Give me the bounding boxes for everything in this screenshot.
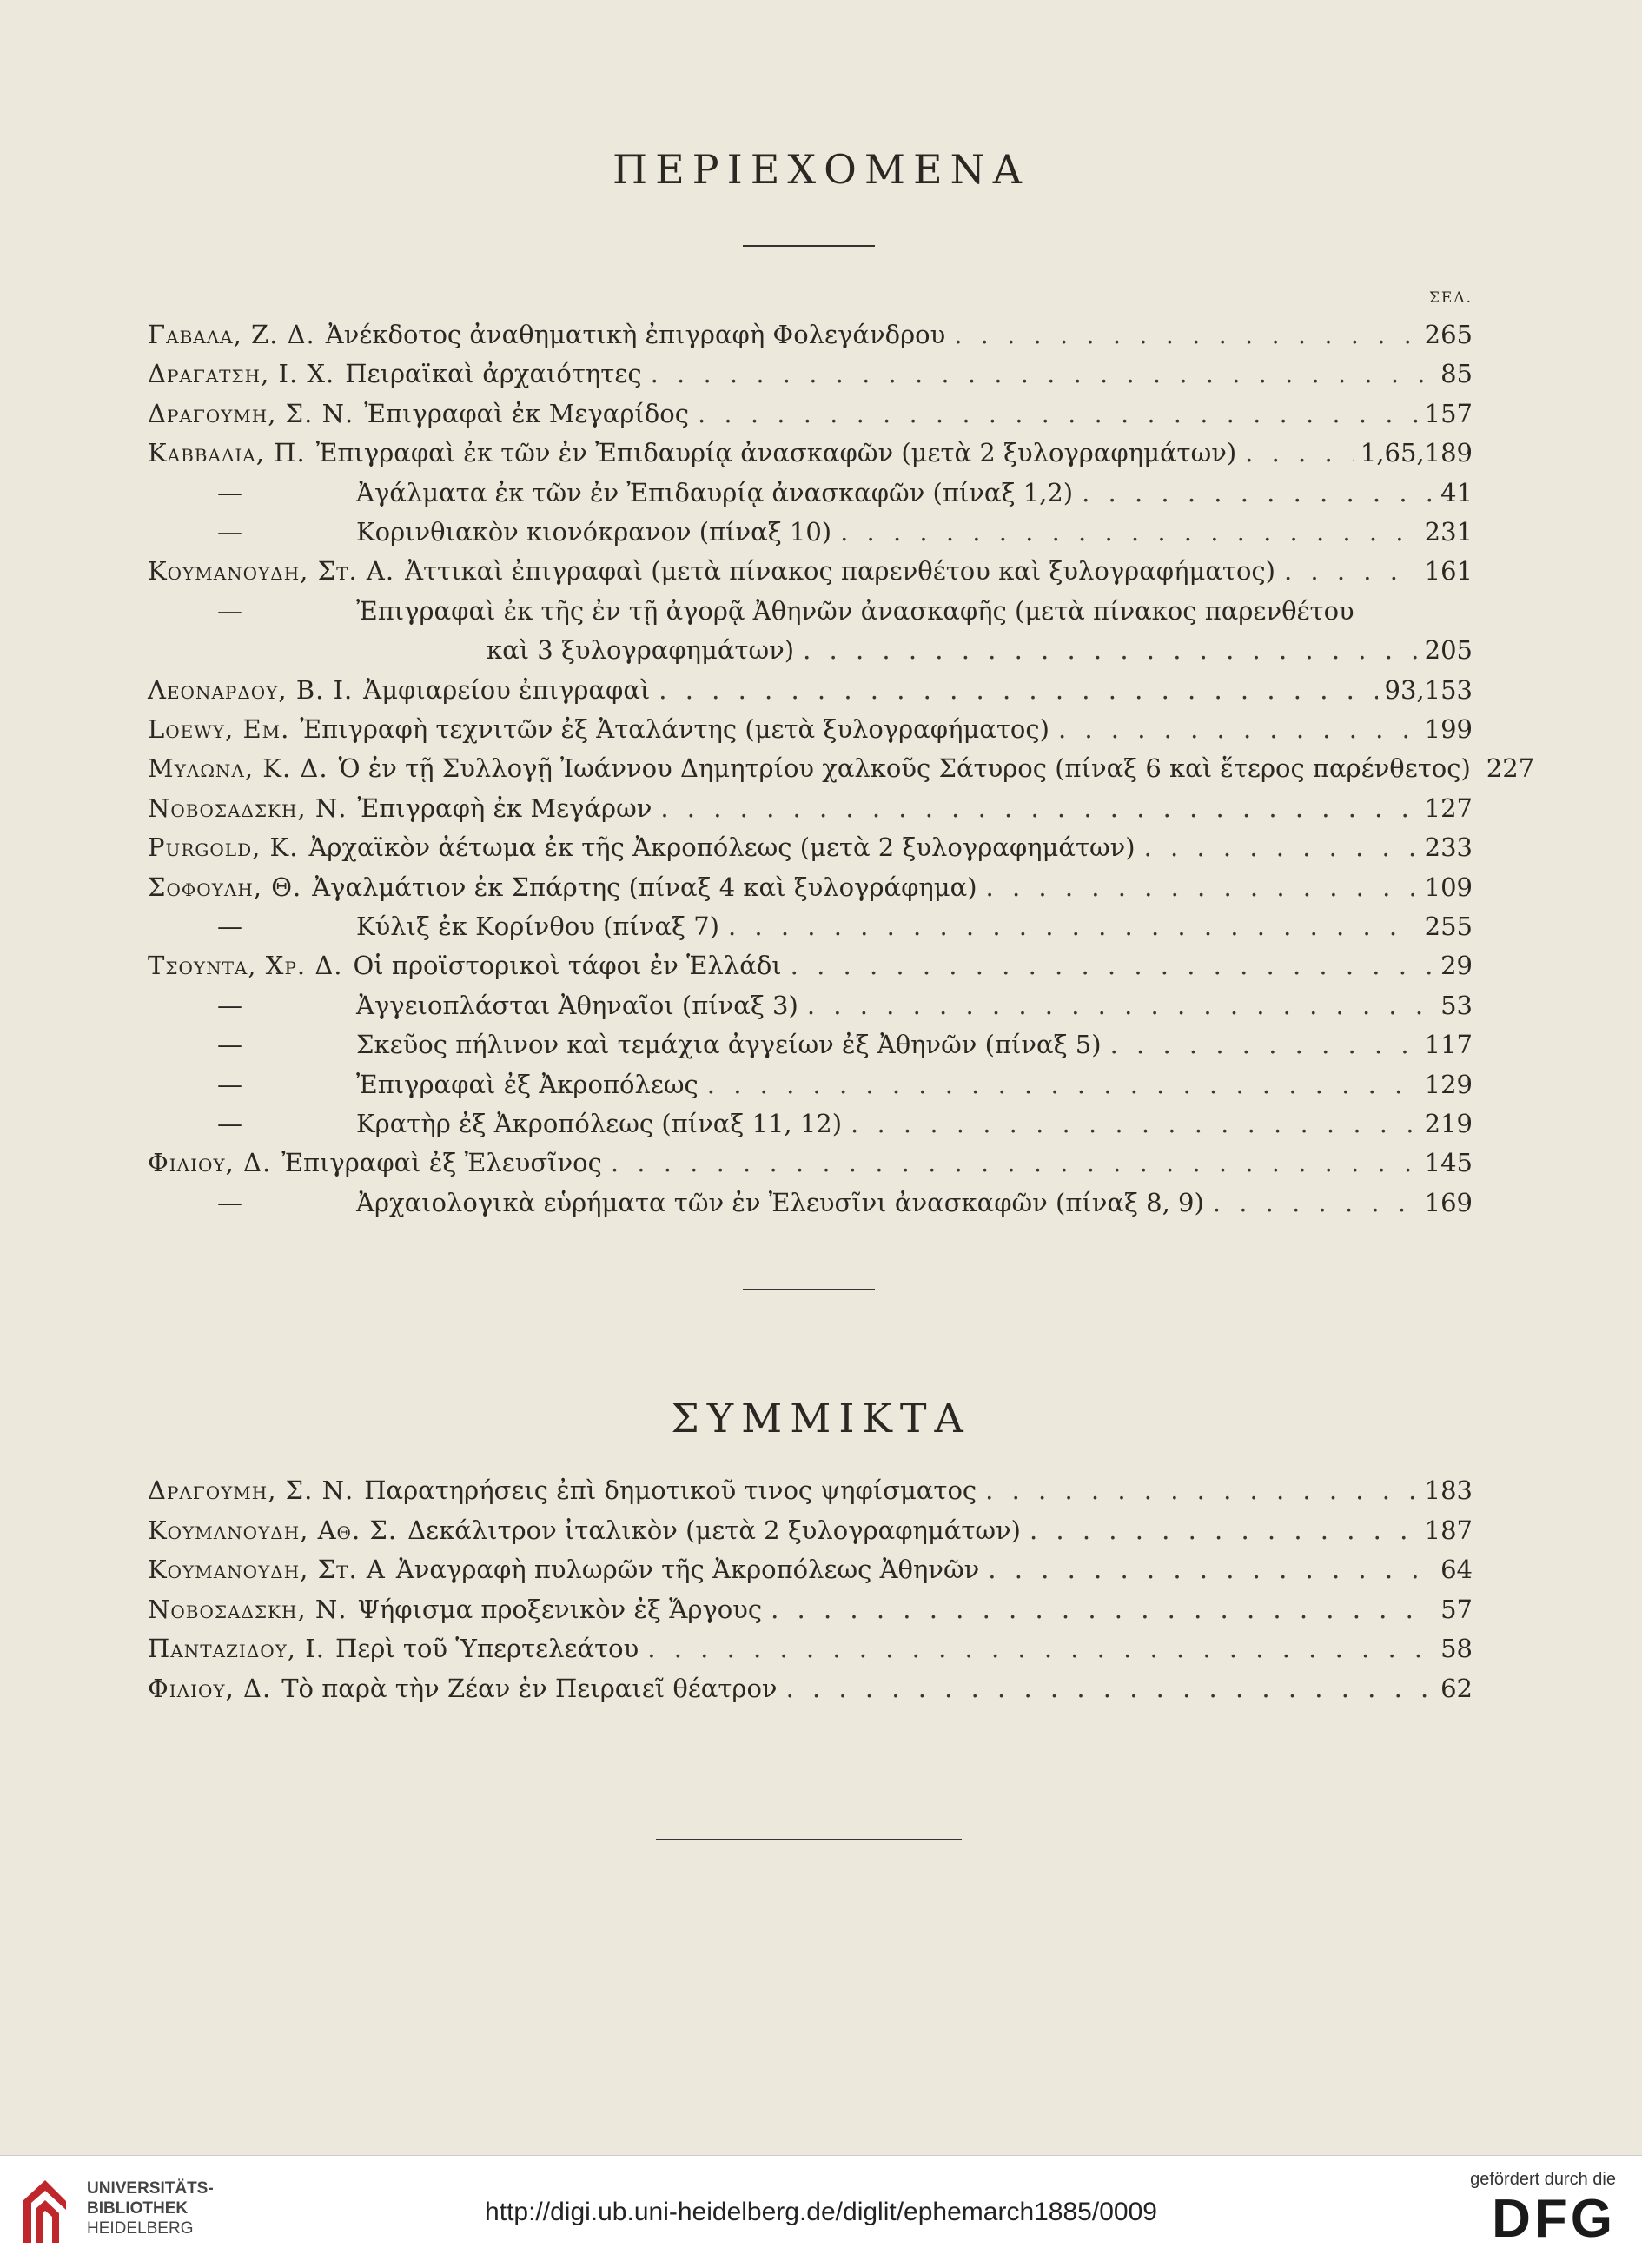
toc-row (148, 517, 1473, 552)
entry-dash: — (217, 990, 242, 1020)
entry-page: 93,153 (1384, 674, 1473, 705)
entry-title: καὶ 3 ξυλογραφημάτων) (487, 635, 795, 666)
entry-page: 199 (1424, 714, 1473, 744)
funder (1470, 2170, 1616, 2249)
toc-row (148, 399, 1473, 434)
entry-title: Κρατὴρ ἐξ Ἀκροπόλεως (πίναξ 11, 12) (356, 1109, 843, 1138)
entry-title: Παρατηρήσεις ἐπὶ δημοτικοῦ τινος ψηφίσματος (364, 1476, 977, 1505)
entry-author: Λεοναρδου, Β. Ι. (148, 674, 354, 705)
dot-leader (794, 635, 1418, 665)
entry-title: Τὸ παρὰ τὴν Ζέαν ἐν Πειραιεῖ θέατρον (281, 1674, 778, 1703)
entry-title: Ἀγάλματα ἐκ τῶν ἐν Ἐπιδαυρίᾳ ἀνασκαφῶν (πίναξ 1,2) (356, 477, 1074, 507)
toc-row (148, 951, 1473, 985)
toc-row (148, 1109, 1473, 1144)
dot-leader (1049, 714, 1418, 744)
dot-leader (719, 912, 1418, 941)
entry-author: Μυλωνα, Κ. Δ. (148, 753, 328, 784)
entry-author: Δραγουμη, Σ. Ν. (148, 1476, 354, 1505)
dot-leader (831, 517, 1418, 547)
entry-dash: — (217, 1109, 242, 1138)
dot-leader (642, 359, 1431, 388)
funded-by-label: gefördert durch die (1470, 2170, 1616, 2189)
entry-page: 117 (1424, 1030, 1473, 1060)
entry-page: 183 (1424, 1476, 1473, 1505)
toc-row (148, 478, 1473, 513)
entry-author: Τσουντα, Χρ. Δ. (148, 951, 343, 981)
toc-row (148, 714, 1473, 749)
entry-title: Ἐπιγραφαὶ ἐκ τῆς ἐν τῇ ἀγορᾷ Ἀθηνῶν ἀνασκαφῆς (μετὰ πίνακος παρενθέτου (356, 595, 1354, 626)
entry-page: 233 (1424, 832, 1473, 863)
dfg-logo: DFG (1492, 2189, 1616, 2249)
title-rule (743, 245, 875, 247)
entry-title: Ἀρχαϊκὸν ἀέτωμα ἐκ τῆς Ἀκροπόλεως (μετὰ 2 ξυλογραφημάτων) (308, 832, 1135, 863)
dot-leader (652, 793, 1417, 823)
entry-dash: — (217, 912, 242, 941)
dot-leader (602, 1148, 1418, 1177)
library-name: UNIVERSITÄTS- BIBLIOTHEK HEIDELBERG (87, 2179, 214, 2238)
toc-row (148, 832, 1473, 867)
entry-title: Ἀττικαὶ ἐπιγραφαὶ (μετὰ πίνακος παρενθέτου καὶ ξυλογραφήματος) (405, 556, 1275, 587)
toc-row (148, 320, 1473, 355)
toc-row (148, 1595, 1473, 1629)
dot-leader (1204, 1188, 1418, 1217)
entry-title: Ἐπιγραφαὶ ἐξ Ἀκροπόλεως (356, 1069, 699, 1099)
entry-page: 85 (1440, 359, 1473, 389)
dot-leader (1471, 753, 1480, 783)
entry-page: 127 (1424, 792, 1473, 823)
entry-author: Κουμανουδη, Αθ. Σ. (148, 1515, 398, 1545)
toc-title: ΠΕΡΙΕΧΟΜΕΝΑ (612, 146, 1030, 193)
entry-page: 231 (1424, 517, 1473, 547)
entry-title: Ψήφισμα προξενικὸν ἐξ Ἄργους (357, 1594, 763, 1624)
entry-title: Ἐπιγραφαὶ ἐξ Ἐλευσῖνος (281, 1148, 602, 1178)
toc-row (148, 556, 1473, 591)
entry-page: 64 (1440, 1555, 1473, 1585)
dot-leader (945, 320, 1417, 349)
dot-leader (842, 1109, 1418, 1138)
toc-row (148, 793, 1473, 828)
entry-page: 265 (1424, 320, 1473, 349)
entry-page: 205 (1424, 635, 1473, 666)
end-rule (656, 1839, 962, 1840)
toc-row (148, 1148, 1473, 1183)
misc-title: ΣΥΜΜΙΚΤΑ (671, 1395, 971, 1442)
entry-page: 58 (1440, 1634, 1473, 1664)
dot-leader (778, 1674, 1431, 1703)
entry-author: Νοβοσαδσκη, Ν. (148, 1594, 348, 1624)
toc-row (148, 1188, 1473, 1223)
entry-author: Καββαδια, Π. (148, 438, 306, 468)
viewer-footer (0, 2155, 1642, 2268)
section-rule (743, 1289, 875, 1290)
toc-row (148, 753, 1535, 788)
entry-dash: — (217, 1187, 242, 1217)
entry-page: 57 (1440, 1594, 1473, 1624)
permalink-url[interactable]: http://digi.ub.uni-heidelberg.de/diglit/ephemarch1885/0009 (485, 2198, 1157, 2226)
entry-title: Ἀγαλμάτιον ἐκ Σπάρτης (πίναξ 4 καὶ ξυλογράφημα) (312, 872, 977, 902)
toc-row (148, 359, 1473, 394)
dot-leader (1102, 1030, 1418, 1059)
entry-title: Περὶ τοῦ Ὑπερτελεάτου (334, 1634, 639, 1664)
dot-leader (782, 951, 1431, 980)
entry-author: Δραγουμη, Σ. Ν. (148, 398, 354, 428)
entry-page: 109 (1424, 872, 1473, 902)
toc-row (148, 596, 1473, 631)
dot-leader (1073, 478, 1431, 507)
entry-page: 169 (1424, 1187, 1473, 1217)
entry-page: 227 (1486, 753, 1535, 784)
dot-leader (699, 1070, 1418, 1099)
toc-row (148, 1030, 1473, 1064)
entry-page: 219 (1424, 1109, 1473, 1138)
entry-title: Ἐπιγραφαὶ ἐκ Μεγαρίδος (364, 398, 689, 428)
toc-row (148, 438, 1473, 473)
toc-row (148, 1515, 1473, 1550)
toc-row (148, 872, 1473, 907)
toc-row (148, 1476, 1473, 1510)
toc-row (148, 912, 1473, 946)
entry-title: Ἀνέκδοτος ἀναθηματικὴ ἐπιγραφὴ Φολεγάνδρου (325, 320, 946, 349)
entry-page: 161 (1424, 556, 1473, 587)
dot-leader (977, 872, 1418, 902)
entry-page: 129 (1424, 1069, 1473, 1099)
entry-author: Purgold, K. (148, 832, 299, 863)
entry-author: Πανταζιδου, Ι. (148, 1634, 325, 1664)
entry-page: 1,65,189 (1360, 438, 1473, 468)
entry-title: Ἀναγραφὴ πυλωρῶν τῆς Ἀκροπόλεως Ἀθηνῶν (395, 1555, 980, 1585)
toc-row (148, 1555, 1473, 1589)
dot-leader (798, 991, 1431, 1020)
entry-title: Κύλιξ ἐκ Κορίνθου (πίναξ 7) (356, 912, 719, 941)
dot-leader (689, 399, 1418, 428)
toc-row (148, 1070, 1473, 1104)
toc-row (148, 635, 1473, 670)
entry-title: Ἀμφιαρείου ἐπιγραφαὶ (363, 674, 651, 705)
entry-title: Οἱ προϊστορικοὶ τάφοι ἐν Ἑλλάδι (353, 951, 782, 981)
entry-author: Σοφουλη, Θ. (148, 872, 302, 902)
entry-page: 29 (1440, 951, 1473, 981)
entry-title: Δεκάλιτρον ἰταλικὸν (μετὰ 2 ξυλογραφημάτων) (407, 1515, 1021, 1545)
dot-leader (1021, 1515, 1418, 1545)
entry-author: Νοβοσαδσκη, Ν. (148, 792, 348, 823)
entry-title: Ἐπιγραφαὶ ἐκ τῶν ἐν Ἐπιδαυρίᾳ ἀνασκαφῶν (μετὰ 2 ξυλογραφημάτων) (315, 438, 1237, 468)
toc-row (148, 991, 1473, 1025)
entry-page: 157 (1424, 398, 1473, 428)
dot-leader (1275, 556, 1418, 586)
entry-dash: — (217, 595, 242, 626)
dot-leader (639, 1634, 1431, 1663)
toc-row (148, 675, 1473, 710)
toc-row (148, 1674, 1473, 1708)
page-column-label: ΣΕΛ. (1428, 289, 1473, 307)
entry-author: Γαβαλα, Ζ. Δ. (148, 320, 315, 349)
entry-author: Κουμανουδη, Στ. Α (148, 1555, 386, 1585)
entry-title: Ὁ ἐν τῇ Συλλογῇ Ἰωάννου Δημητρίου χαλκοῦς Σάτυρος (πίναξ 6 καὶ ἕτερος παρένθετος) (338, 753, 1471, 784)
entry-title: Πειραϊκαὶ ἀρχαιότητες (345, 359, 642, 389)
dot-leader (1236, 438, 1354, 468)
entry-page: 53 (1440, 990, 1473, 1020)
entry-author: Κουμανουδη, Στ. Α. (148, 556, 395, 587)
entry-page: 145 (1424, 1148, 1473, 1178)
entry-title: Ἐπιγραφὴ τεχνιτῶν ἐξ Ἀταλάντης (μετὰ ξυλογραφήματος) (300, 714, 1049, 744)
entry-title: Σκεῦος πήλινον καὶ τεμάχια ἀγγείων ἐξ Ἀθηνῶν (πίναξ 5) (356, 1030, 1102, 1060)
entry-page: 187 (1424, 1515, 1473, 1545)
entry-page: 255 (1424, 912, 1473, 941)
entry-author: Φιλιου, Δ. (148, 1674, 272, 1703)
entry-author: Φιλιου, Δ. (148, 1148, 272, 1178)
dot-leader (977, 1476, 1418, 1505)
entry-dash: — (217, 517, 242, 547)
entry-author: Loewy, Em. (148, 714, 290, 744)
entry-title: Ἐπιγραφὴ ἐκ Μεγάρων (357, 792, 652, 823)
entry-dash: — (217, 1030, 242, 1060)
entry-title: Ἀρχαιολογικὰ εὑρήματα τῶν ἐν Ἐλευσῖνι ἀνασκαφῶν (πίναξ 8, 9) (356, 1187, 1204, 1217)
entry-author: Δραγατση, Ι. Χ. (148, 359, 335, 389)
entry-page: 62 (1440, 1674, 1473, 1703)
dot-leader (1135, 832, 1418, 862)
dot-leader (762, 1595, 1431, 1624)
toc-row (148, 1634, 1473, 1668)
dot-leader (979, 1555, 1431, 1584)
dot-leader (650, 675, 1377, 705)
entry-page: 41 (1440, 477, 1473, 507)
entry-dash: — (217, 477, 242, 507)
entry-title: Ἀγγειοπλάσται Ἀθηναῖοι (πίναξ 3) (356, 990, 798, 1020)
entry-title: Κορινθιακὸν κιονόκρανον (πίναξ 10) (356, 517, 832, 547)
entry-dash: — (217, 1069, 242, 1099)
